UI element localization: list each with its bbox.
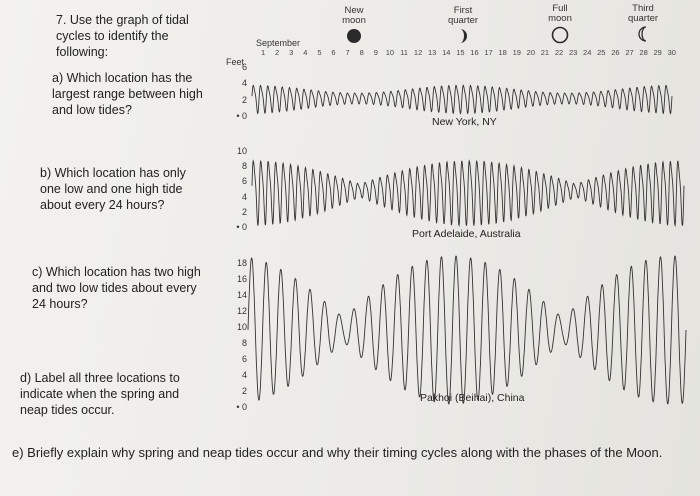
y-tick-label: 6 xyxy=(241,354,247,364)
day-tick: 12 xyxy=(413,48,423,57)
day-tick: 26 xyxy=(611,48,620,57)
location-label-port-adelaide: Port Adelaide, Australia xyxy=(412,228,521,240)
day-tick: 16 xyxy=(470,48,479,57)
y-tick-label: 18 xyxy=(236,258,247,268)
question-d: d) Label all three locations to indicate when the spring and neap tides occur. xyxy=(20,371,180,417)
y-tick-label: 16 xyxy=(236,274,247,284)
y-tick-label: 10 xyxy=(236,146,247,156)
day-tick: 21 xyxy=(540,48,550,57)
y-tick-label: 4 xyxy=(241,78,247,89)
y-tick-label: 2 xyxy=(241,206,247,217)
y-tick-label: • 0 xyxy=(236,402,247,412)
day-tick: 25 xyxy=(597,48,606,57)
y-tick-label: 10 xyxy=(236,322,247,332)
day-tick: 5 xyxy=(317,48,322,57)
question-b: b) Which location has only one low and one high tide about every 24 hours? xyxy=(40,166,186,212)
tide-curve-pakhoi xyxy=(248,256,686,404)
day-tick: 4 xyxy=(303,48,308,57)
day-tick: 22 xyxy=(554,48,564,57)
tide-curve-new-york xyxy=(252,85,672,113)
day-tick: 27 xyxy=(625,48,634,57)
day-tick: 8 xyxy=(359,48,364,57)
day-tick: 30 xyxy=(667,48,676,57)
question-e: e) Briefly explain why spring and neap tides occur and why their timing cycles along with the phases of the Moon. xyxy=(12,445,663,460)
day-tick: 10 xyxy=(385,48,395,57)
y-tick-label: 14 xyxy=(236,290,247,300)
question-a: a) Which location has the largest range between high and low tides? xyxy=(52,71,203,117)
y-tick-label: • 0 xyxy=(236,111,247,121)
day-tick: 24 xyxy=(583,48,592,57)
question-intro: 7. Use the graph of tidal cycles to identify the following: xyxy=(56,13,189,59)
y-tick-label: 6 xyxy=(241,176,247,187)
y-tick-label: 8 xyxy=(241,338,247,348)
location-label-pakhoi: Pakhoi (Beihai), China xyxy=(420,392,525,404)
question-c: c) Which location has two high and two low tides about every 24 hours? xyxy=(32,265,201,311)
day-tick: 20 xyxy=(526,48,535,57)
location-label-new-york: New York, NY xyxy=(432,116,497,128)
day-tick: 7 xyxy=(345,48,350,57)
day-tick: 11 xyxy=(400,48,408,57)
y-tick-label: 2 xyxy=(241,94,247,105)
day-tick: 19 xyxy=(512,48,521,57)
day-tick: 15 xyxy=(456,48,465,57)
day-tick: 28 xyxy=(639,48,648,57)
day-tick: 29 xyxy=(653,48,662,57)
y-tick-label: • 0 xyxy=(236,222,247,232)
unit-label: Feet xyxy=(226,57,245,67)
day-tick: 14 xyxy=(442,48,451,57)
y-tick-label: 8 xyxy=(241,161,247,172)
y-tick-label: 2 xyxy=(241,386,247,396)
y-tick-label: 4 xyxy=(241,370,247,380)
day-tick: 6 xyxy=(331,48,336,57)
day-tick: 1 xyxy=(260,48,266,57)
tide-curve-port-adelaide xyxy=(252,161,684,226)
day-tick: 18 xyxy=(498,48,507,57)
y-tick-label: 4 xyxy=(241,191,247,202)
phase-label: New moon xyxy=(342,5,366,26)
phase-label: Full moon xyxy=(548,3,572,24)
y-tick-label: 6 xyxy=(241,62,247,72)
day-tick: 17 xyxy=(484,48,493,57)
day-tick: 23 xyxy=(568,48,578,57)
day-tick: 13 xyxy=(428,48,437,57)
phase-label: First quarter xyxy=(447,5,479,26)
phase-label: Third quarter xyxy=(627,3,659,24)
day-tick: 9 xyxy=(373,48,378,57)
month-label: September xyxy=(256,38,301,48)
y-tick-label: 12 xyxy=(236,306,247,316)
day-tick: 3 xyxy=(289,48,294,57)
day-tick: 2 xyxy=(275,48,280,57)
